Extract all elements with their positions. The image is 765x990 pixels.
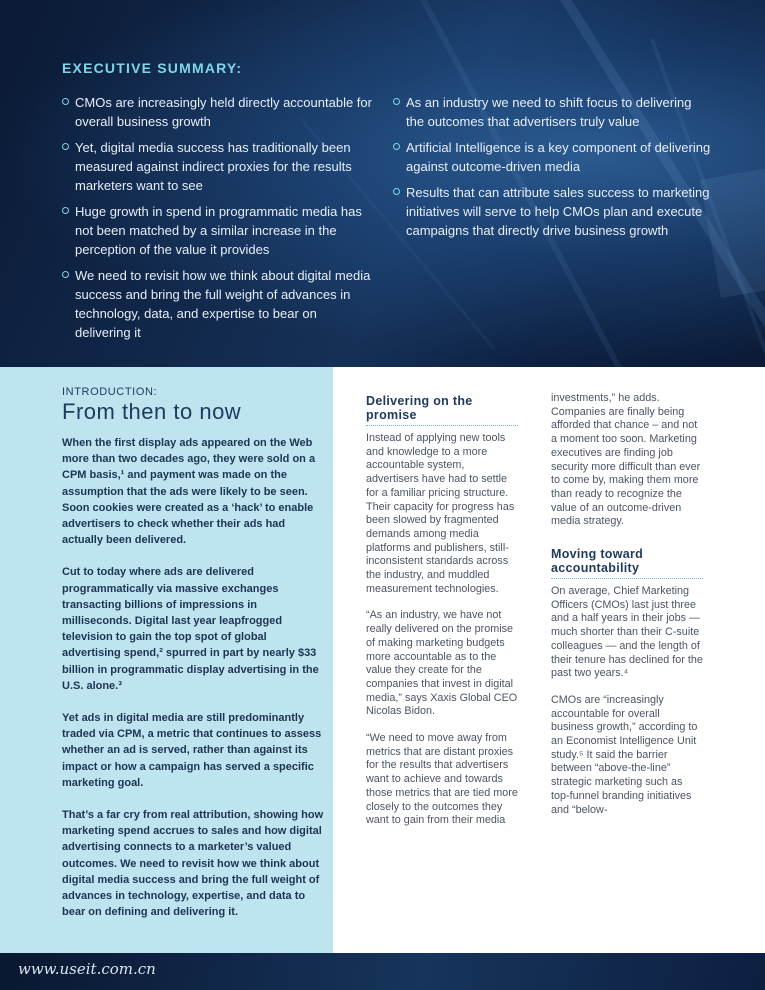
summary-item: Artificial Intelligence is a key component of delivering against outcome-driven media xyxy=(393,138,713,176)
article-paragraph: “We need to move away from metrics that are distant proxies for the results that advertisers want to achieve and towards those metrics that are tied more closely to the outcomes they want to gain from their media xyxy=(366,732,518,827)
circle-bullet-icon xyxy=(393,143,400,150)
circle-bullet-icon xyxy=(393,188,400,195)
circle-bullet-icon xyxy=(62,143,69,150)
executive-summary-left-list xyxy=(62,93,372,349)
summary-item: We need to revisit how we think about digital media success and bring the full weight of advances in technology, data, and expertise to bear on delivering it xyxy=(62,266,372,342)
article-paragraph: investments,” he adds. Companies are finally being afforded that chance – and not a moment too soon. Marketing executives are finding job security more difficult than ever to come by, making them more than ready to recognize the value of an outcome-driven media strategy. xyxy=(551,392,701,528)
introduction-paragraph: Cut to today where ads are delivered programmatically via massive exchanges transacting billions of impressions in milliseconds. Digital last year leapfrogged television to gain the top spot of global advertising spend,² spurred in part by nearly $33 billion in programmatic display advertising in the U.S. alone.³ xyxy=(62,566,319,692)
summary-item: Yet, digital media success has traditionally been measured against indirect proxies for the results marketers want to see xyxy=(62,138,372,195)
circle-bullet-icon xyxy=(62,271,69,278)
summary-item: As an industry we need to shift focus to delivering the outcomes that advertisers truly value xyxy=(393,93,713,131)
circle-bullet-icon xyxy=(393,98,400,105)
summary-item: Results that can attribute sales success to marketing initiatives will serve to help CMOs plan and execute campaigns that directly drive business growth xyxy=(393,183,713,240)
introduction-title: From then to now xyxy=(62,399,242,424)
article-column-2 xyxy=(551,392,703,830)
introduction-body xyxy=(62,435,324,936)
section-heading-delivering: Delivering on the promise xyxy=(366,394,518,426)
executive-summary-title: EXECUTIVE SUMMARY: xyxy=(62,60,243,76)
article-paragraph: Instead of applying new tools and knowledge to a more accountable system, advertisers have had to settle for a familiar pricing structure. Their capacity for progress has been slowed by fragmented demands among media platforms and publishers, still-inconsistent standards across the industry, and muddled measurement technologies. xyxy=(366,432,515,595)
executive-summary-right-list xyxy=(393,93,713,247)
circle-bullet-icon xyxy=(62,207,69,214)
circle-bullet-icon xyxy=(62,98,69,105)
introduction-paragraph: When the first display ads appeared on the Web more than two decades ago, they were sold on a CPM basis,¹ and payment was made on the assumption that the ads were likely to be seen. Soon cookies were created as a ‘hack’ to enable advertisers to check whether their ads had actually been delivered. xyxy=(62,437,316,547)
watermark-url: www.useit.com.cn xyxy=(18,960,156,978)
section-heading-accountability: Moving toward accountability xyxy=(551,547,703,579)
introduction-paragraph: Yet ads in digital media are still predominantly traded via CPM, a metric that continues to assess whether an ad is served, rather than against its impact or how a campaign has served a specific marketing goal. xyxy=(62,712,322,789)
article-paragraph: CMOs are “increasingly accountable for overall business growth,” according to an Economist Intelligence Unit study.⁵ It said the barrier between “above-the-line” strategic marketing such as top-funnel branding initiatives and “below- xyxy=(551,693,698,816)
article-paragraph: “As an industry, we have not really delivered on the promise of making marketing budgets more accountable as to the value they create for the companies that invest in digital media,” says Xaxis Global CEO Nicolas Bidon. xyxy=(366,609,518,718)
summary-item: Huge growth in spend in programmatic media has not been matched by a similar increase in the perception of the value it provides xyxy=(62,202,372,259)
summary-item: CMOs are increasingly held directly accountable for overall business growth xyxy=(62,93,372,131)
article-column-1 xyxy=(366,394,518,841)
introduction-label: INTRODUCTION: xyxy=(62,386,158,398)
article-paragraph: On average, Chief Marketing Officers (CMOs) last just three and a half years in their jobs — much shorter than their C-suite colleagues — and the length of their tenure has declined for the past two years.⁴ xyxy=(551,585,703,680)
introduction-paragraph: That’s a far cry from real attribution, showing how marketing spend accrues to sales and how digital advertising connects to a marketer’s valued outcomes. We need to revisit how we think about digital media success and bring the full weight of advances in technology, expertise, and data to bear on defining and delivering it. xyxy=(62,809,324,919)
